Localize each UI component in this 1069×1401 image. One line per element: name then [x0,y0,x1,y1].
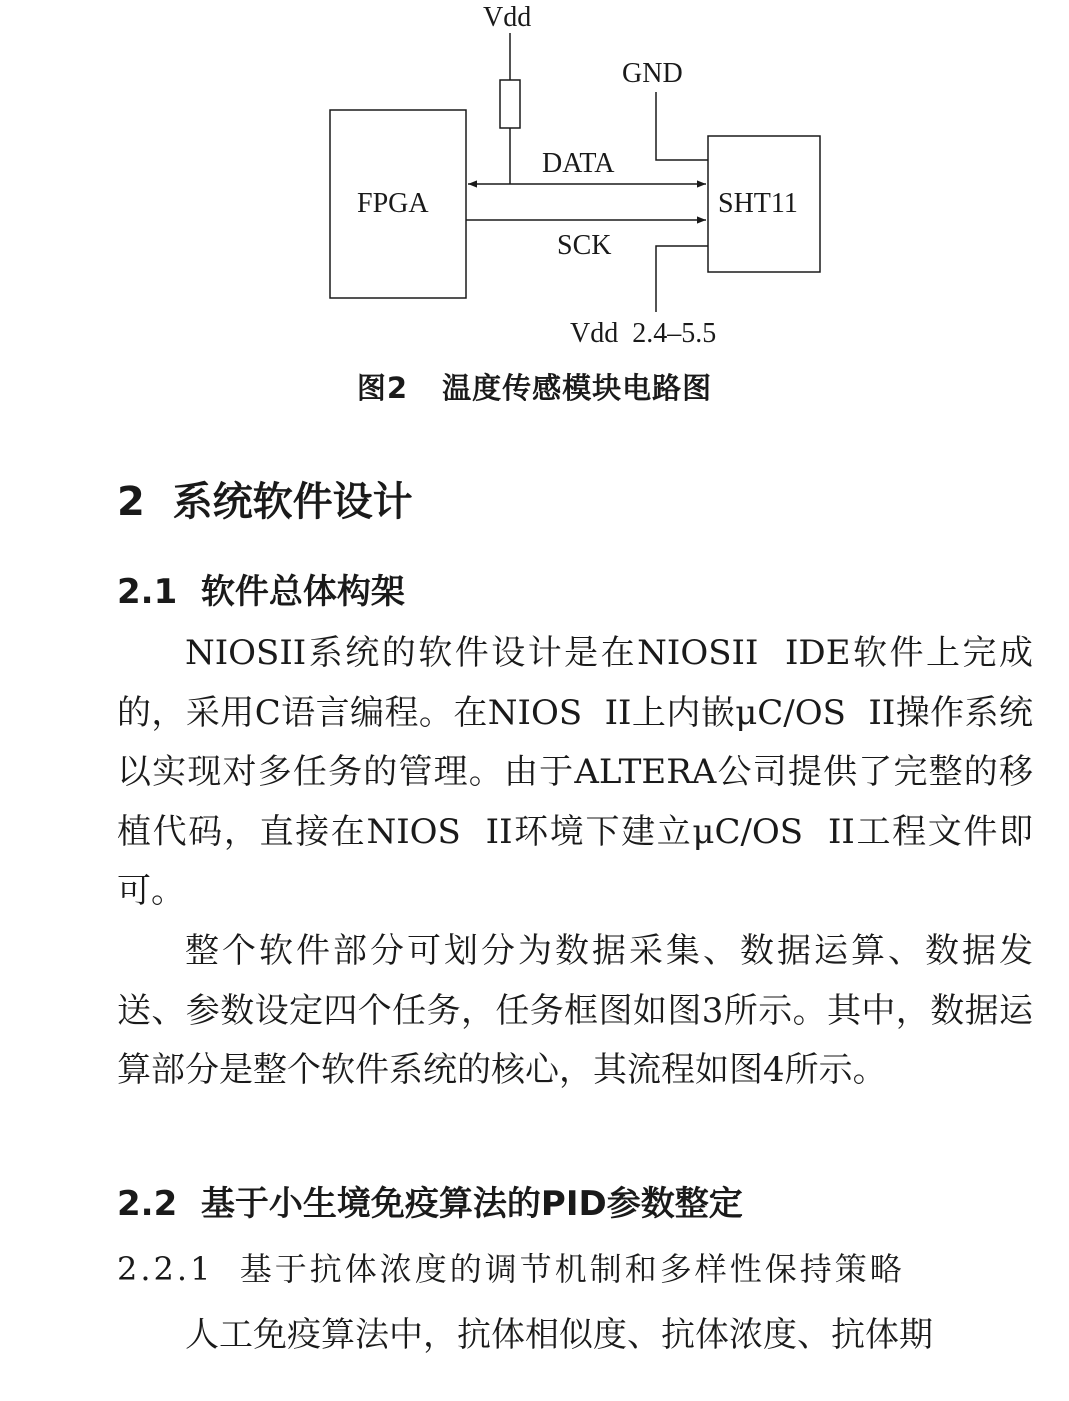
paragraph-2-1-b: 整个软件部分可划分为数据采集、数据运算、数据发送、参数设定四个任务，任务框图如图3所示。其中，数据运算部分是整个软件系统的核心，其流程如图4所示。 [117,931,1033,1090]
gnd-wire [656,92,708,160]
subsubsection-heading-2-2-1: 2.2.1 基于抗体浓度的调节机制和多样性保持策略 [117,1250,905,1288]
section-heading: 2 系统软件设计 [117,479,413,525]
label-sht11: SHT11 [718,188,798,219]
paragraph-2-2-1-a: 人工免疫算法中，抗体相似度、抗体浓度、抗体期 [185,1315,933,1355]
label-sck: SCK [557,230,612,261]
vdd-supply-wire [656,246,708,312]
label-gnd: GND [622,58,683,89]
figure-title: 温度传感模块电路图 [442,371,713,405]
paragraph-2-1-a: NIOSII系统的软件设计是在NIOSII IDE软件上完成的，采用C语言编程。在NIOS II上内嵌μC/OS II操作系统以实现对多任务的管理。由于ALTERA公司提供了完整的移植代码，直接在NIOS II环境下建立μC/OS II工程文件即可。 [117,633,1033,911]
label-fpga: FPGA [357,188,429,219]
subsection-heading-2-1: 2.1 软件总体构架 [117,572,405,612]
pullup-resistor [500,80,520,128]
subsection-heading-2-2: 2.2 基于小生境免疫算法的PID参数整定 [117,1184,743,1224]
circuit-lines [0,0,1069,360]
label-data: DATA [542,148,615,179]
figure-caption [0,366,1069,407]
figure-number: 图2 [356,371,409,405]
label-vdd-bottom: Vdd 2.4–5.5 [570,318,717,349]
label-vdd-top: Vdd [483,2,532,33]
circuit-diagram [0,0,1069,420]
